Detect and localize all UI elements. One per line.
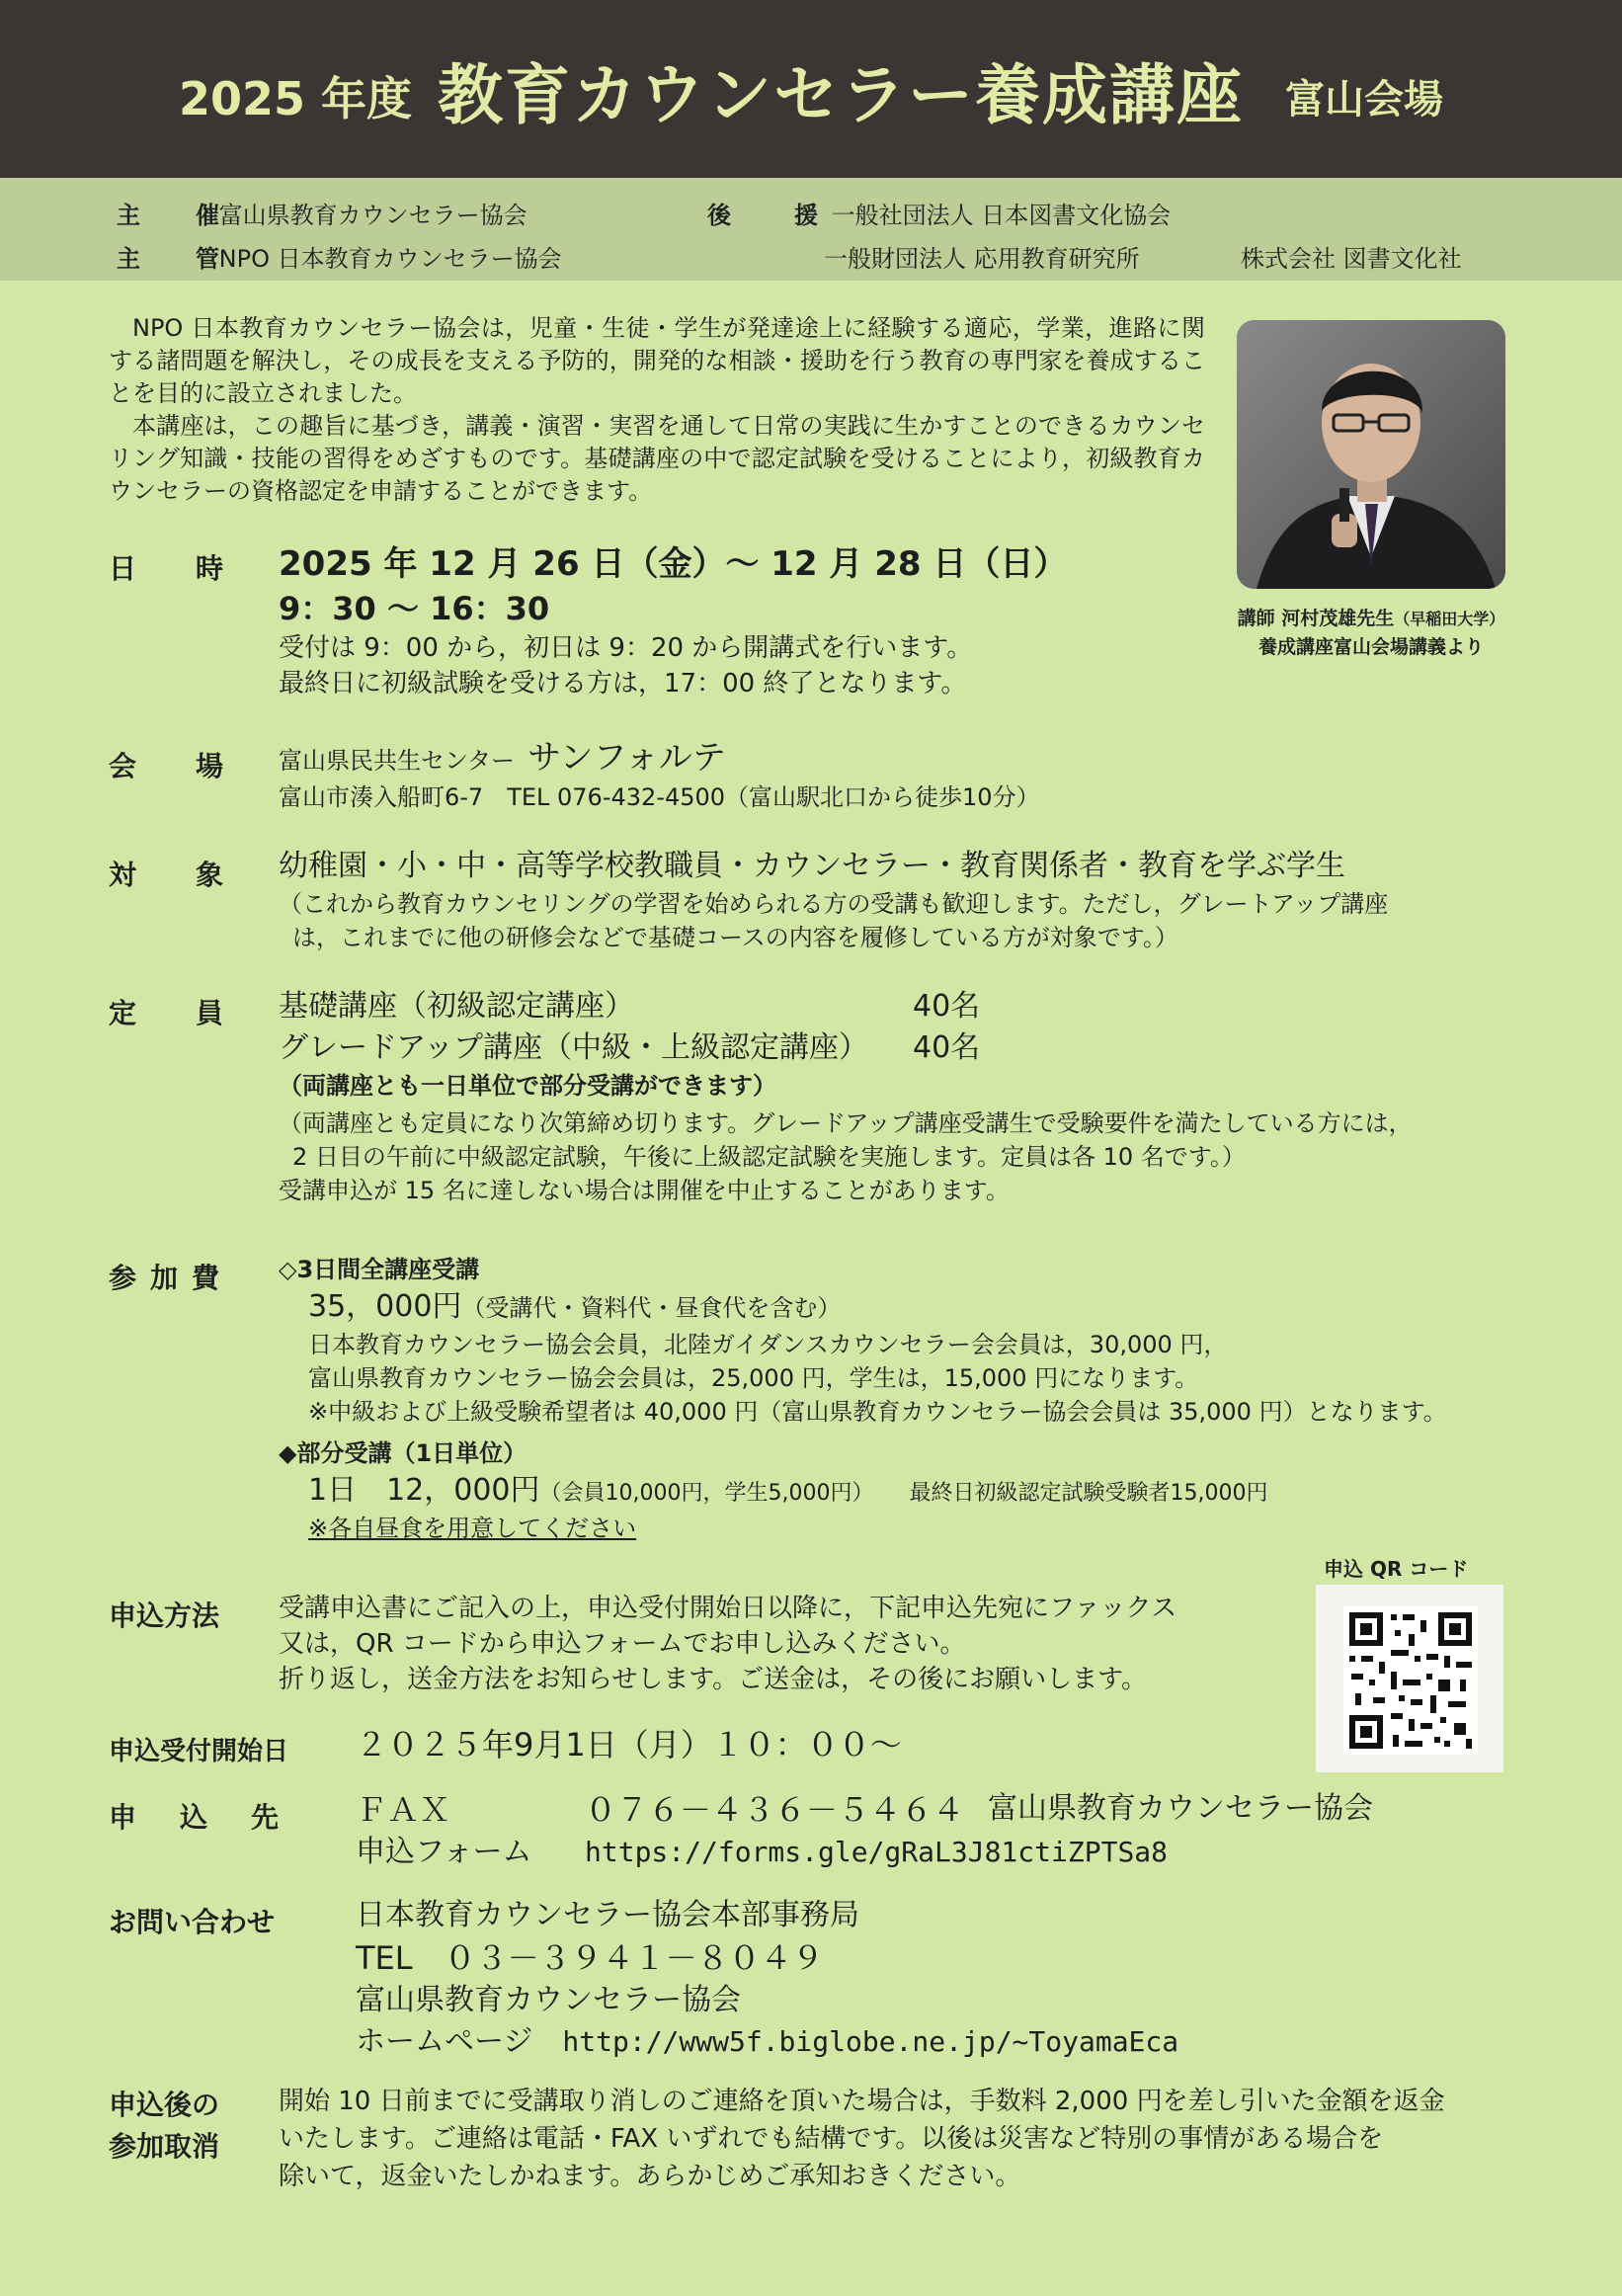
fax-org: 富山県教育カウンセラー協会 (988, 1791, 1373, 1826)
venue-label: 会場 (109, 750, 284, 782)
apply-method-line-2: 又は，QR コードから申込フォームでお申し込みください。 (279, 1629, 966, 1659)
fee-lunch-note: ※各自昼食を用意してください (308, 1515, 637, 1542)
venue-address: 富山市湊入船町6-7 TEL 076-432-4500（富山駅北口から徒歩10分） (279, 783, 1040, 811)
apply-method-line-3: 折り返し，送金方法をお知らせします。ご送金は，その後にお願いします。 (279, 1665, 1148, 1694)
capacity-block (279, 986, 1543, 1207)
contact-label: お問い合わせ (109, 1906, 276, 1938)
contact-tel: ０３－３９４１－８０４９ (444, 1939, 824, 1977)
capacity-grade-count: 40名 (913, 1030, 981, 1065)
contact-block (356, 1895, 1178, 2063)
support-org-1: 一般社団法人 日本図書文化協会 (831, 202, 1172, 229)
form-url[interactable]: https://forms.gle/gRaL3J81ctiZPTSa8 (585, 1836, 1169, 1868)
support-row (707, 196, 1171, 230)
schedule-note-2: 最終日に初級試験を受ける方は，17：00 終了となります。 (279, 669, 967, 698)
capacity-basic: 基礎講座（初級認定講座） (279, 989, 634, 1024)
cancel-label-2: 参加取消 (109, 2130, 220, 2163)
venue-org: 富山県民共生センター (279, 747, 516, 775)
apply-to-label: 申込先 (109, 1801, 323, 1834)
photo-caption (1197, 605, 1545, 661)
support-org-2: 一般財団法人 応用教育研究所 (824, 245, 1140, 273)
schedule-label: 日時 (109, 552, 284, 585)
qr-label: 申込 QR コード (1324, 1557, 1469, 1581)
apply-method-label: 申込方法 (109, 1599, 220, 1632)
fee-partial-price: 1日 12，000円 (308, 1473, 540, 1508)
organizers-bar (0, 178, 1622, 281)
capacity-note-1: （両講座とも定員になり次第締め切ります。グレードアップ講座受講生で受験要件を満たしている方には， (279, 1109, 1413, 1137)
apply-method-line-1: 受講申込書にご記入の上，申込受付開始日以降に，下記申込先宛にファックス (279, 1594, 1177, 1623)
apply-to-block (356, 1788, 1541, 1873)
schedule-date: 2025 年 12 月 26 日（金）～ 12 月 28 日（日） (279, 544, 1068, 584)
intro-text (109, 312, 1205, 508)
capacity-basic-row (279, 986, 1543, 1027)
cancel-block (279, 2083, 1445, 2195)
title-bar (0, 0, 1622, 178)
contact-hp-url[interactable]: http://www5f.biglobe.ne.jp/~ToyamaEca (562, 2025, 1179, 2058)
schedule-block (279, 541, 1067, 701)
host-name: 富山県教育カウンセラー協会 (218, 202, 527, 229)
cancel-line-3: 除いて，返金いたしかねます。あらかじめご承知おきください。 (279, 2162, 1021, 2191)
fee-full-note-1: 日本教育カウンセラー協会会員，北陸ガイダンスカウンセラー会会員は，30,000 円， (308, 1331, 1228, 1358)
fee-full-note-3: ※中級および上級受験希望者は 40,000 円（富山県教育カウンセラー協会会員は 35,000 円）となります。 (308, 1398, 1447, 1426)
support-label: 後 援 (707, 202, 838, 229)
caption-lecturer: 講師 河村茂雄先生 (1237, 608, 1395, 629)
intro-paragraph-1: NPO 日本教育カウンセラー協会は，児童・生徒・学生が発達途上に経験する適応，学業，進路に関する諸問題を解決し，その成長を支える予防的，開発的な相談・援助を行う教育の専門家を養成することを目的に設立されました。 (109, 314, 1205, 407)
capacity-label: 定員 (109, 997, 284, 1029)
schedule-time: 9：30 ～ 16：30 (279, 590, 550, 627)
manager-name: NPO 日本教育カウンセラー協会 (218, 245, 562, 273)
fee-partial-exam: 最終日初級認定試験受験者15,000円 (909, 1481, 1268, 1506)
host-label: 主 催 (117, 202, 235, 229)
capacity-grade-row (279, 1027, 1543, 1069)
venue-name: サンフォルテ (527, 738, 726, 778)
capacity-note-2: 2 日目の午前に中級認定試験，午後に上級認定試験を実施します。定員は各 10 名です。） (292, 1143, 1246, 1171)
capacity-basic-count: 40名 (913, 989, 981, 1024)
lecturer-illustration (1237, 320, 1505, 589)
target-label: 対象 (109, 859, 284, 891)
title-venue: 富山会場 (1285, 76, 1444, 123)
apply-start-label: 申込受付開始日 (109, 1737, 289, 1766)
qr-code-icon (1316, 1585, 1503, 1772)
apply-method-block (279, 1591, 1176, 1697)
cancel-line-2: いたします。ご連絡は電話・FAX いずれでも結構です。以後は災害など特別の事情がある場合を (279, 2124, 1384, 2154)
apply-start-value: ２０２５年9月1日（月）１０：００～ (356, 1726, 902, 1763)
qr-code[interactable] (1316, 1585, 1503, 1772)
caption-affiliation: （早稲田大学） (1394, 610, 1505, 628)
capacity-grade: グレードアップ講座（中級・上級認定講座） (279, 1030, 868, 1065)
intro-paragraph-2: 本講座は，この趣旨に基づき，講義・演習・実習を通して日常の実践に生かすことのできるカウンセリング知識・技能の習得をめざすものです。基礎講座の中で認定試験を受けることにより，初級教育カウンセラーの資格認定を申請することができます。 (109, 412, 1205, 505)
fee-full-note-2: 富山県教育カウンセラー協会会員は，25,000 円，学生は，15,000 円になります。 (308, 1364, 1199, 1392)
fee-partial-heading: ◆部分受講（1日単位） (279, 1439, 527, 1467)
fax-label: ＦＡＸ (356, 1791, 451, 1829)
cancel-label (109, 2085, 219, 2168)
form-label: 申込フォーム (356, 1835, 532, 1869)
schedule-note-1: 受付は 9：00 から，初日は 9：20 から開講式を行います。 (279, 633, 973, 663)
support-org-3: 株式会社 図書文化社 (1241, 245, 1462, 273)
capacity-partial: （両講座とも一日単位で部分受講ができます） (279, 1072, 776, 1100)
contact-tel-label: TEL (356, 1939, 413, 1977)
fax-number: ０７６－４３６－５４６４ (585, 1791, 965, 1829)
target-note-1: （これから教育カウンセリングの学習を始められる方の受講も歓迎します。ただし，グレートアップ講座 (279, 890, 1389, 918)
target-main: 幼稚園・小・中・高等学校教職員・カウンセラー・教育関係者・教育を学ぶ学生 (279, 849, 1345, 883)
target-block (279, 846, 1388, 954)
fee-partial-price-note: （会員10,000円，学生5,000円） (539, 1481, 874, 1506)
cancel-line-1: 開始 10 日前までに受講取り消しのご連絡を頂いた場合は，手数料 2,000 円を差し引いた金額を返金 (279, 2087, 1445, 2116)
target-note-2: は，これまでに他の研修会などで基礎コースの内容を履修している方が対象です。） (292, 924, 1178, 951)
lecturer-photo (1237, 320, 1505, 589)
caption-source: 養成講座富山会場講義より (1257, 636, 1484, 658)
fee-block (279, 1253, 1447, 1545)
title-year: 2025 年度 (178, 72, 413, 125)
manager-row (117, 239, 562, 274)
fee-full-heading: ◇3日間全講座受講 (279, 1256, 480, 1283)
fee-label: 参加費 (109, 1262, 234, 1294)
cancel-label-1: 申込後の (109, 2089, 220, 2121)
capacity-note-3: 受講申込が 15 名に達しない場合は開催を中止することがあります。 (279, 1177, 1010, 1204)
manager-label: 主 管 (117, 245, 235, 273)
page-title: 教育カウンセラー養成講座 (438, 56, 1245, 133)
venue-block (279, 735, 1040, 814)
contact-org-2: 富山県教育カウンセラー協会 (356, 1983, 741, 2017)
contact-hp-label: ホームページ (356, 2024, 533, 2059)
fee-full-price: 35，000円 (308, 1289, 462, 1324)
host-row (117, 196, 527, 230)
contact-org-1: 日本教育カウンセラー協会本部事務局 (356, 1898, 859, 1932)
fee-full-price-note: （受講代・資料代・昼食代を含む） (461, 1294, 842, 1322)
